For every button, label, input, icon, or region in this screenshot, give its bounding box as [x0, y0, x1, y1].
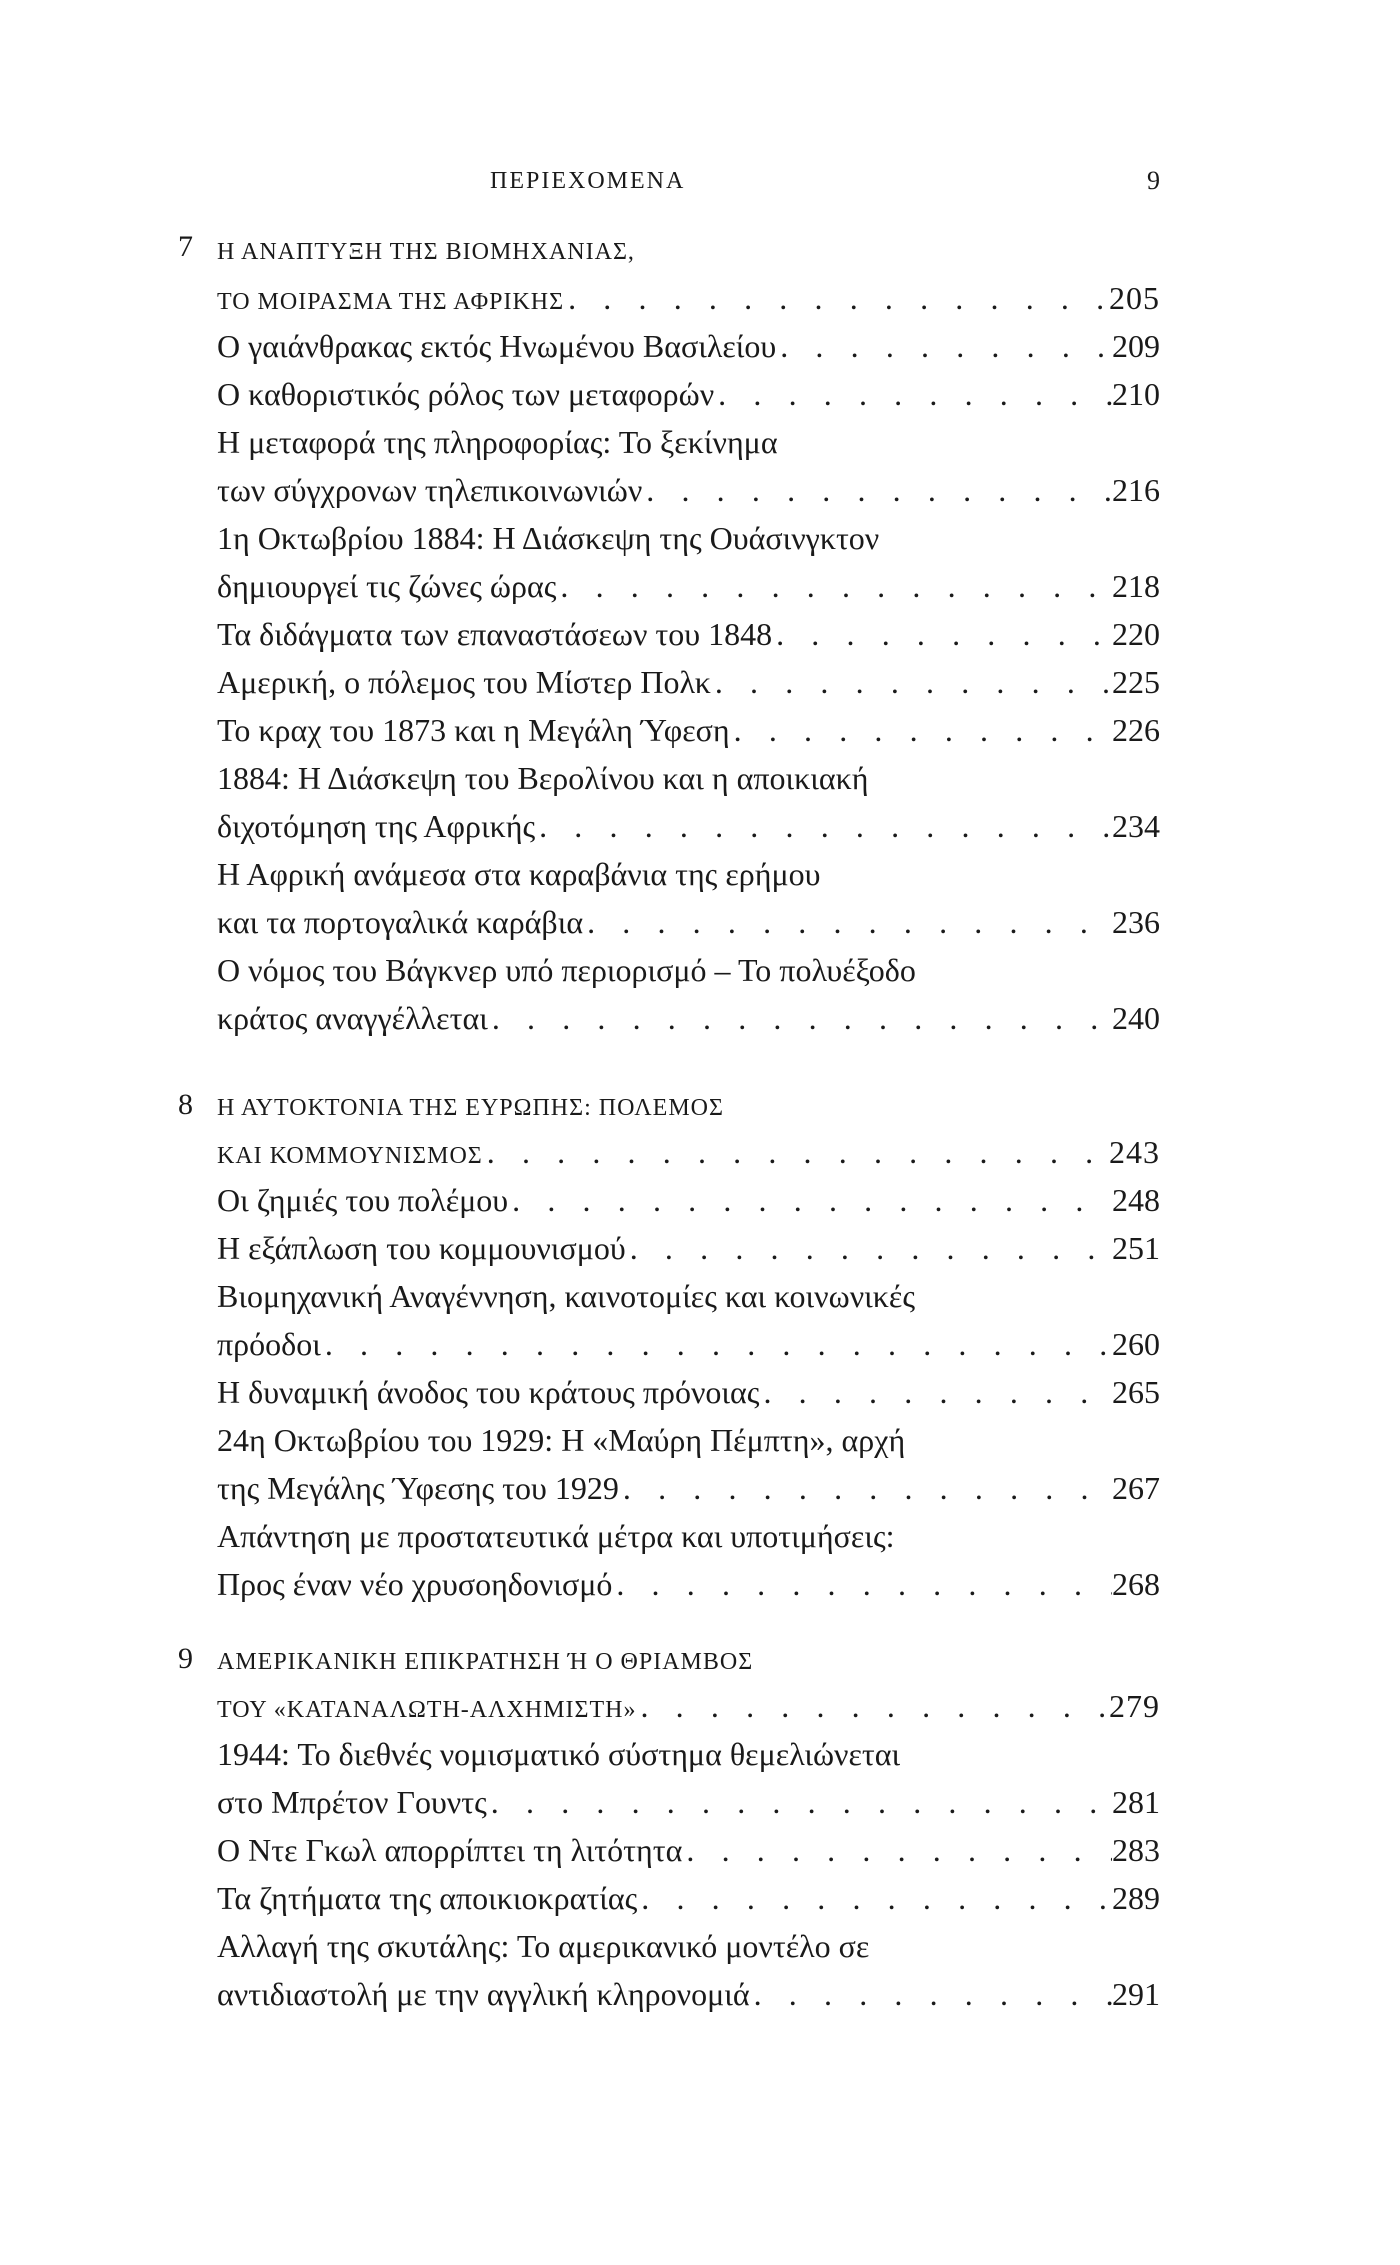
- toc-entry: [217, 1830, 1160, 1870]
- dot-leader: [564, 278, 1109, 318]
- dot-leader: [637, 1878, 1112, 1918]
- entry-page: 225: [1112, 664, 1160, 700]
- chapter-title-text: ΤΟΥ «ΚΑΤΑΝΑΛΩΤΗ-ΑΛΧΗΜΙΣΤΗ»: [217, 1697, 637, 1723]
- toc-entry: [217, 662, 1160, 702]
- entry-page: 260: [1112, 1326, 1160, 1362]
- entry-text: 1884: Η Διάσκεψη του Βερολίνου και η αποικιακή: [217, 760, 869, 796]
- entry-page: 234: [1112, 808, 1160, 844]
- dot-leader: [488, 998, 1112, 1038]
- entry-page: 236: [1112, 904, 1160, 940]
- entry-text: δημιουργεί τις ζώνες ώρας: [217, 568, 557, 604]
- entry-page: 268: [1112, 1566, 1160, 1602]
- dot-leader: [750, 1974, 1112, 2014]
- entry-text: Αλλαγή της σκυτάλης: Το αμερικανικό μοντέλο σε: [217, 1928, 870, 1964]
- entry-text: Προς έναν νέο χρυσοηδονισμό: [217, 1566, 613, 1602]
- entry-page: 210: [1112, 376, 1160, 412]
- entry-text: Απάντηση με προστατευτικά μέτρα και υποτιμήσεις:: [217, 1518, 895, 1554]
- entry-text: Ο καθοριστικός ρόλος των μεταφορών: [217, 376, 715, 412]
- dot-leader: [776, 326, 1112, 366]
- entry-text: κράτος αναγγέλλεται: [217, 1000, 488, 1036]
- dot-leader: [711, 662, 1112, 702]
- dot-leader: [730, 710, 1112, 750]
- chapter-number: 7: [178, 230, 193, 263]
- dot-leader: [583, 902, 1112, 942]
- entry-text: των σύγχρονων τηλεπικοινωνιών: [217, 472, 643, 508]
- toc-entry: [217, 374, 1160, 414]
- toc-entry: [217, 1228, 1160, 1268]
- dot-leader: [487, 1782, 1112, 1822]
- dot-leader: [612, 1564, 1112, 1604]
- entry-page: 218: [1112, 568, 1160, 604]
- dot-leader: [321, 1324, 1112, 1364]
- toc-entry: [217, 1782, 1160, 1822]
- dot-leader: [682, 1830, 1112, 1870]
- toc-entry: [217, 326, 1160, 366]
- toc-entry: [217, 1468, 1160, 1508]
- entry-text: Ο Ντε Γκωλ απορρίπτει τη λιτότητα: [217, 1832, 683, 1868]
- entry-text: Η Αφρική ανάμεσα στα καραβάνια της ερήμου: [217, 856, 821, 892]
- chapter-title-line: Η ΑΥΤΟΚΤΟΝΙΑ ΤΗΣ ΕΥΡΩΠΗΣ: ΠΟΛΕΜΟΣ: [217, 1095, 724, 1121]
- entry-text: 1η Οκτωβρίου 1884: Η Διάσκεψη της Ουάσινγκτον: [217, 520, 880, 556]
- entry-text: Βιομηχανική Αναγέννηση, καινοτομίες και κοινωνικές: [217, 1278, 915, 1314]
- toc-entry: [217, 470, 1160, 510]
- chapter-number: 8: [178, 1088, 193, 1121]
- entry-text: Το κραχ του 1873 και η Μεγάλη Ύφεση: [217, 712, 730, 748]
- toc-entry: [217, 1372, 1160, 1412]
- chapter-title-line: [217, 278, 1160, 318]
- dot-leader: [642, 470, 1112, 510]
- entry-page: 209: [1112, 328, 1160, 364]
- chapter-number: 9: [178, 1642, 193, 1675]
- entry-text: Οι ζημιές του πολέμου: [217, 1182, 509, 1218]
- toc-entry: [217, 566, 1160, 606]
- toc-entry: [217, 1324, 1160, 1364]
- toc-entry: [217, 1878, 1160, 1918]
- entry-text: πρόοδοι: [217, 1326, 321, 1362]
- entry-page: 289: [1112, 1880, 1160, 1916]
- chapter-page: 205: [1109, 280, 1160, 316]
- chapter-title-line: [217, 1686, 1160, 1726]
- dot-leader: [714, 374, 1112, 414]
- dot-leader: [483, 1132, 1109, 1172]
- dot-leader: [636, 1686, 1109, 1726]
- toc-entry: [217, 710, 1160, 750]
- dot-leader: [619, 1468, 1112, 1508]
- entry-page: 216: [1112, 472, 1160, 508]
- entry-page: 240: [1112, 1000, 1160, 1036]
- entry-page: 220: [1112, 616, 1160, 652]
- running-head: ΠΕΡΙΕΧΟΜΕΝΑ: [490, 168, 686, 194]
- entry-text: διχοτόμηση της Αφρικής: [217, 808, 536, 844]
- dot-leader: [556, 566, 1112, 606]
- page-number: 9: [1147, 166, 1160, 195]
- chapter-title-line: [217, 1132, 1160, 1172]
- chapter-title-text: ΚΑΙ ΚΟΜΜΟΥΝΙΣΜΟΣ: [217, 1143, 483, 1169]
- dot-leader: [772, 614, 1112, 654]
- entry-text: και τα πορτογαλικά καράβια: [217, 904, 584, 940]
- chapter-page: 243: [1109, 1134, 1160, 1170]
- dot-leader: [508, 1180, 1112, 1220]
- entry-text: στο Μπρέτον Γουντς: [217, 1784, 487, 1820]
- toc-entry: [217, 998, 1160, 1038]
- entry-text: Ο γαιάνθρακας εκτός Ηνωμένου Βασιλείου: [217, 328, 777, 364]
- entry-page: 226: [1112, 712, 1160, 748]
- entry-text: 24η Οκτωβρίου του 1929: Η «Μαύρη Πέμπτη», αρχή: [217, 1422, 906, 1458]
- entry-page: 291: [1112, 1976, 1160, 2012]
- dot-leader: [626, 1228, 1112, 1268]
- dot-leader: [759, 1372, 1112, 1412]
- entry-text: Η δυναμική άνοδος του κράτους πρόνοιας: [217, 1374, 760, 1410]
- toc-entry: [217, 806, 1160, 846]
- entry-text: αντιδιαστολή με την αγγλική κληρονομιά: [217, 1976, 750, 2012]
- entry-page: 283: [1112, 1832, 1160, 1868]
- entry-page: 248: [1112, 1182, 1160, 1218]
- entry-page: 251: [1112, 1230, 1160, 1266]
- toc-entry: [217, 1564, 1160, 1604]
- dot-leader: [535, 806, 1112, 846]
- entry-text: Η εξάπλωση του κομμουνισμού: [217, 1230, 626, 1266]
- entry-text: Τα διδάγματα των επαναστάσεων του 1848: [217, 616, 773, 652]
- entry-text: 1944: Το διεθνές νομισματικό σύστημα θεμελιώνεται: [217, 1736, 901, 1772]
- toc-entry: [217, 1180, 1160, 1220]
- toc-entry: [217, 902, 1160, 942]
- entry-text: της Μεγάλης Ύφεσης του 1929: [217, 1470, 619, 1506]
- toc-entry: [217, 614, 1160, 654]
- entry-text: Η μεταφορά της πληροφορίας: Το ξεκίνημα: [217, 424, 778, 460]
- entry-page: 267: [1112, 1470, 1160, 1506]
- toc-entry: [217, 1974, 1160, 2014]
- chapter-title-text: ΤΟ ΜΟΙΡΑΣΜΑ ΤΗΣ ΑΦΡΙΚΗΣ: [217, 289, 565, 315]
- chapter-page: 279: [1109, 1688, 1160, 1724]
- chapter-title-line: Η ΑΝΑΠΤΥΞΗ ΤΗΣ ΒΙΟΜΗΧΑΝΙΑΣ,: [217, 239, 635, 265]
- entry-page: 281: [1112, 1784, 1160, 1820]
- entry-text: Τα ζητήματα της αποικιοκρατίας: [217, 1880, 638, 1916]
- chapter-title-line: ΑΜΕΡΙΚΑΝΙΚΗ ΕΠΙΚΡΑΤΗΣΗ Ή Ο ΘΡΙΑΜΒΟΣ: [217, 1649, 754, 1675]
- entry-page: 265: [1112, 1374, 1160, 1410]
- entry-text: Αμερική, ο πόλεμος του Μίστερ Πολκ: [217, 664, 711, 700]
- entry-text: Ο νόμος του Βάγκνερ υπό περιορισμό – Το πολυέξοδο: [217, 952, 916, 988]
